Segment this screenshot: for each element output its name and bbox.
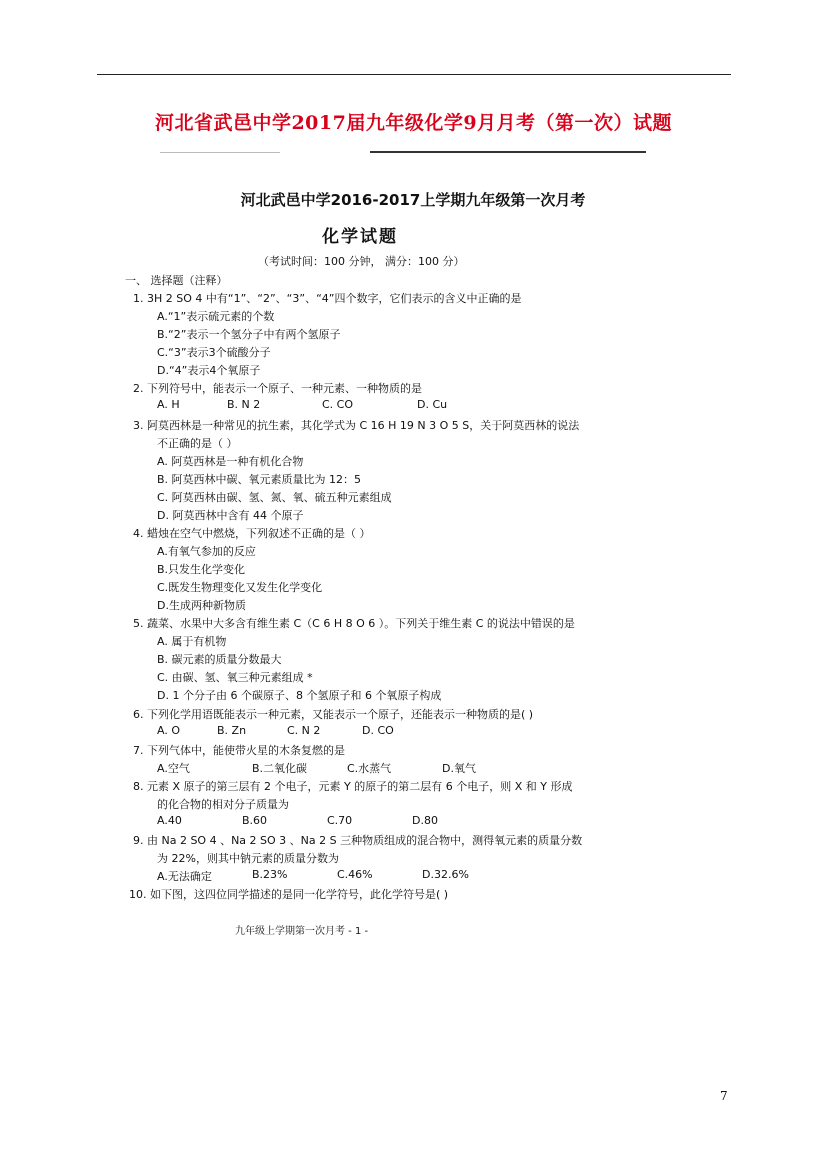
answer-option: C. CO bbox=[322, 398, 354, 411]
answer-option: C.水蒸气 bbox=[347, 762, 392, 775]
answer-option: C. 由碳、氢、氧三种元素组成 * bbox=[157, 671, 313, 684]
question-stem: 4. 蜡烛在空气中燃烧，下列叙述不正确的是（ ） bbox=[133, 527, 371, 540]
answer-option: D.80 bbox=[412, 814, 438, 827]
answer-option: B. 碳元素的质量分数最大 bbox=[157, 653, 282, 666]
answer-option: D.生成两种新物质 bbox=[157, 599, 246, 612]
question-stem: 8. 元素 X 原子的第三层有 2 个电子，元素 Y 的原子的第二层有 6 个电子，则 X 和 Y 形成 bbox=[133, 780, 573, 793]
answer-option: D. CO bbox=[362, 724, 394, 737]
answer-option: B.60 bbox=[242, 814, 268, 827]
answer-option: D. 1 个分子由 6 个碳原子、8 个氢原子和 6 个氧原子构成 bbox=[157, 689, 442, 702]
answer-option: C. 阿莫西林由碳、氢、氮、氧、硫五种元素组成 bbox=[157, 491, 392, 504]
answer-option: B.“2”表示一个氢分子中有两个氢原子 bbox=[157, 328, 341, 341]
answer-option: A.空气 bbox=[157, 762, 190, 775]
exam-meta: （考试时间：100 分钟， 满分：100 分） bbox=[258, 255, 465, 268]
answer-option: A. 阿莫西林是一种有机化合物 bbox=[157, 455, 304, 468]
answer-option: C.“3”表示3个硫酸分子 bbox=[157, 346, 271, 359]
question-stem: 6. 下列化学用语既能表示一种元素，又能表示一个原子，还能表示一种物质的是( ) bbox=[133, 708, 534, 721]
answer-option: A.“1”表示硫元素的个数 bbox=[157, 310, 275, 323]
question-stem: 为 22%，则其中钠元素的质量分数为 bbox=[157, 852, 339, 865]
answer-option: A. O bbox=[157, 724, 180, 737]
answer-option: B. Zn bbox=[217, 724, 247, 737]
question-stem: 不正确的是（ ） bbox=[157, 437, 238, 450]
page-number: 7 bbox=[720, 1089, 728, 1103]
answer-option: B.二氧化碳 bbox=[252, 762, 308, 775]
answer-option: D. Cu bbox=[417, 398, 448, 411]
answer-option: D.“4”表示4个氧原子 bbox=[157, 364, 261, 377]
answer-option: C.70 bbox=[327, 814, 353, 827]
answer-option: D.32.6% bbox=[422, 868, 469, 881]
question-stem: 的化合物的相对分子质量为 bbox=[157, 798, 289, 811]
question-stem: 10. 如下图，这四位同学描述的是同一化学符号，此化学符号是( ) bbox=[129, 888, 449, 901]
answer-option: B. N 2 bbox=[227, 398, 261, 411]
answer-option: D.氧气 bbox=[442, 762, 476, 775]
answer-option: D. 阿莫西林中含有 44 个原子 bbox=[157, 509, 304, 522]
answer-option: A. 属于有机物 bbox=[157, 635, 227, 648]
answer-option: A.40 bbox=[157, 814, 182, 827]
answer-option: C.既发生物理变化又发生化学变化 bbox=[157, 581, 323, 594]
answer-option: A.有氧气参加的反应 bbox=[157, 545, 256, 558]
section-heading: 一、 选择题（注释） bbox=[125, 274, 228, 287]
answer-option: A. H bbox=[157, 398, 180, 411]
exam-footer: 九年级上学期第一次月考 - 1 - bbox=[235, 926, 369, 937]
page-title: 河北省武邑中学2017届九年级化学9月月考（第一次）试题 bbox=[154, 112, 673, 134]
exam-header: 河北武邑中学2016-2017上学期九年级第一次月考 bbox=[240, 191, 586, 209]
question-stem: 5. 蔬菜、水果中大多含有维生素 C（C 6 H 8 O 6 ）。下列关于维生素 C 的说法中错误的是 bbox=[133, 617, 575, 630]
answer-option: A.无法确定 bbox=[157, 870, 212, 883]
answer-option: B.23% bbox=[252, 868, 288, 881]
exam-subject: 化学试题 bbox=[322, 227, 398, 247]
answer-option: C.46% bbox=[337, 868, 373, 881]
question-stem: 1. 3H 2 SO 4 中有“1”、“2”、“3”、“4”四个数字，它们表示的含义中正确的是 bbox=[133, 292, 522, 305]
answer-option: C. N 2 bbox=[287, 724, 321, 737]
answer-option: B. 阿莫西林中碳、氧元素质量比为 12：5 bbox=[157, 473, 362, 486]
answer-option: B.只发生化学变化 bbox=[157, 563, 246, 576]
question-stem: 9. 由 Na 2 SO 4 、Na 2 SO 3 、Na 2 S 三种物质组成的混合物中，测得氧元素的质量分数 bbox=[133, 834, 583, 847]
question-stem: 3. 阿莫西林是一种常见的抗生素，其化学式为 C 16 H 19 N 3 O 5 S，关于阿莫西林的说法 bbox=[133, 419, 580, 432]
question-stem: 2. 下列符号中，能表示一个原子、一种元素、一种物质的是 bbox=[133, 382, 422, 395]
question-stem: 7. 下列气体中，能使带火星的木条复燃的是 bbox=[133, 744, 345, 757]
